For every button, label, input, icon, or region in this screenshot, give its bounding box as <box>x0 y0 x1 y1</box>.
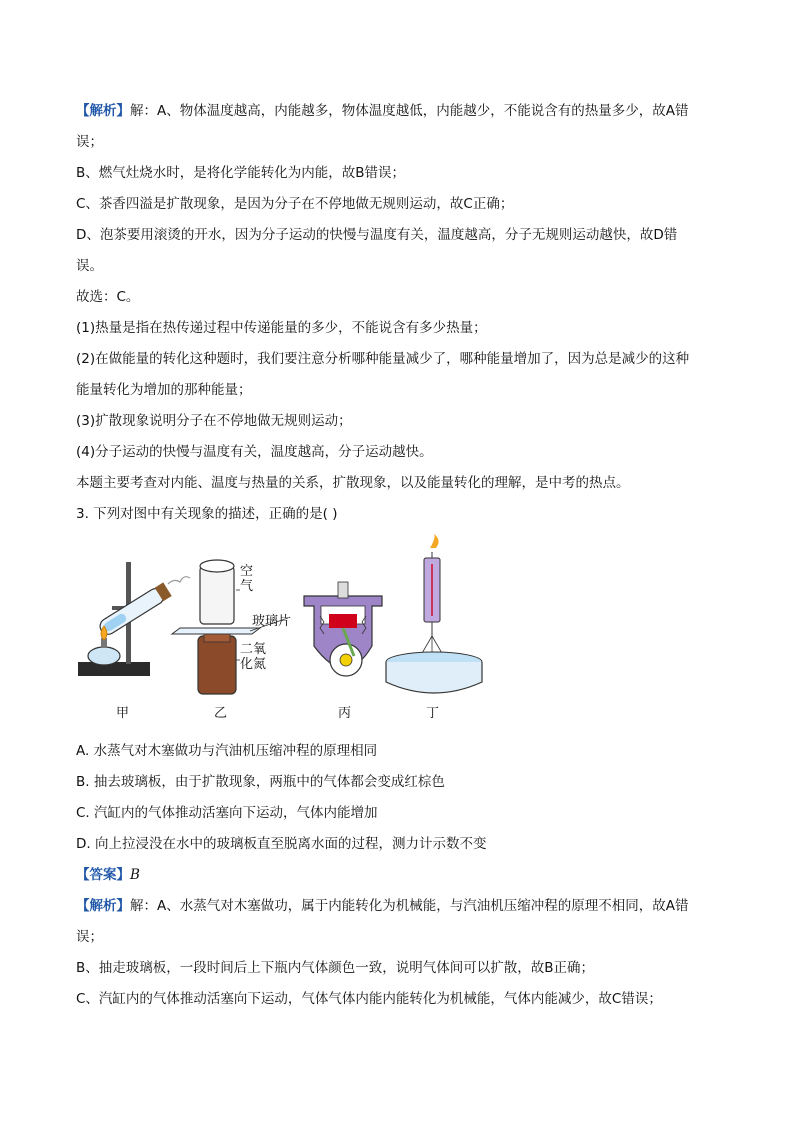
analysis-line-4: C、茶香四溢是扩散现象，是因为分子在不停地做无规则运动，故C正确； <box>76 196 514 212</box>
engine-cylinder <box>304 582 382 676</box>
option-c: C. 汽缸内的气体推动活塞向下运动，气体内能增加 <box>76 805 378 821</box>
experiment-illustration <box>76 534 718 734</box>
point-2a: (2)在做能量的转化这种题时，我们要注意分析哪种能量减少了，哪种能量增加了，因为总是减少的这种 <box>76 351 690 367</box>
caption-bing: 丙 <box>338 706 352 721</box>
analysis-line-6: 误。 <box>76 258 103 274</box>
analysis-tag: 【解析】 <box>76 103 130 119</box>
answer-tag: 【答案】 <box>76 867 130 883</box>
experiment-figure <box>76 534 718 734</box>
option-d: D. 向上拉浸没在水中的玻璃板直至脱离水面的过程，测力计示数不变 <box>76 836 487 852</box>
caption-jia: 甲 <box>116 706 130 721</box>
point-3: (3)扩散现象说明分子在不停地做无规则运动； <box>76 413 352 429</box>
label-glass-plate: 玻璃片 <box>252 614 292 629</box>
option-b: B. 抽去玻璃板，由于扩散现象，两瓶中的气体都会变成红棕色 <box>76 774 445 790</box>
analysis-line-2: 误； <box>76 134 103 150</box>
point-2b: 能量转化为增加的那种能量； <box>76 382 252 398</box>
test-tube-apparatus <box>78 562 190 676</box>
question-stem: 3. 下列对图中有关现象的描述，正确的是( ) <box>76 506 338 522</box>
analysis-line-1: 【解析】解：A、物体温度越高，内能越多，物体温度越低，内能越少，不能说含有的热量多少，故A错 <box>76 103 689 119</box>
caption-ding: 丁 <box>426 706 440 721</box>
q3-analysis-line-3: B、抽走玻璃板，一段时间后上下瓶内气体颜色一致，说明气体间可以扩散，故B正确； <box>76 960 595 976</box>
q3-analysis-line-4: C、汽缸内的气体推动活塞向下运动，气体气体内能内能转化为机械能，气体内能减少，故C错误； <box>76 991 662 1007</box>
point-4: (4)分子运动的快慢与温度有关，温度越高，分子运动越快。 <box>76 444 433 460</box>
caption-yi: 乙 <box>214 706 228 721</box>
answer-value: B <box>130 867 140 883</box>
q3-analysis-line-1: 【解析】解：A、水蒸气对木塞做功，属于内能转化为机械能，与汽油机压缩冲程的原理不相同，故A错 <box>76 898 689 914</box>
label-air: 空 气 <box>240 564 254 594</box>
option-a: A. 水蒸气对木塞做功与汽油机压缩冲程的原理相同 <box>76 743 378 759</box>
q3-analysis-tag: 【解析】 <box>76 898 130 914</box>
analysis-line-3: B、燃气灶烧水时，是将化学能转化为内能，故B错误； <box>76 165 406 181</box>
analysis-line-5: D、泡茶要用滚烫的开水，因为分子运动的快慢与温度有关，温度越高，分子无规则运动越快，故D错 <box>76 227 678 243</box>
point-1: (1)热量是指在热传递过程中传递能量的多少，不能说含有多少热量； <box>76 320 487 336</box>
spring-scale-setup <box>386 534 482 693</box>
label-nitrogen-dioxide: 二氧 化氮 <box>240 642 267 672</box>
q3-analysis-line-2: 误； <box>76 929 103 945</box>
choice-line: 故选：C。 <box>76 289 140 305</box>
summary-line: 本题主要考查对内能、温度与热量的关系，扩散现象，以及能量转化的理解，是中考的热点。 <box>76 475 630 491</box>
document-page <box>76 96 718 1015</box>
answer-line <box>76 860 718 891</box>
